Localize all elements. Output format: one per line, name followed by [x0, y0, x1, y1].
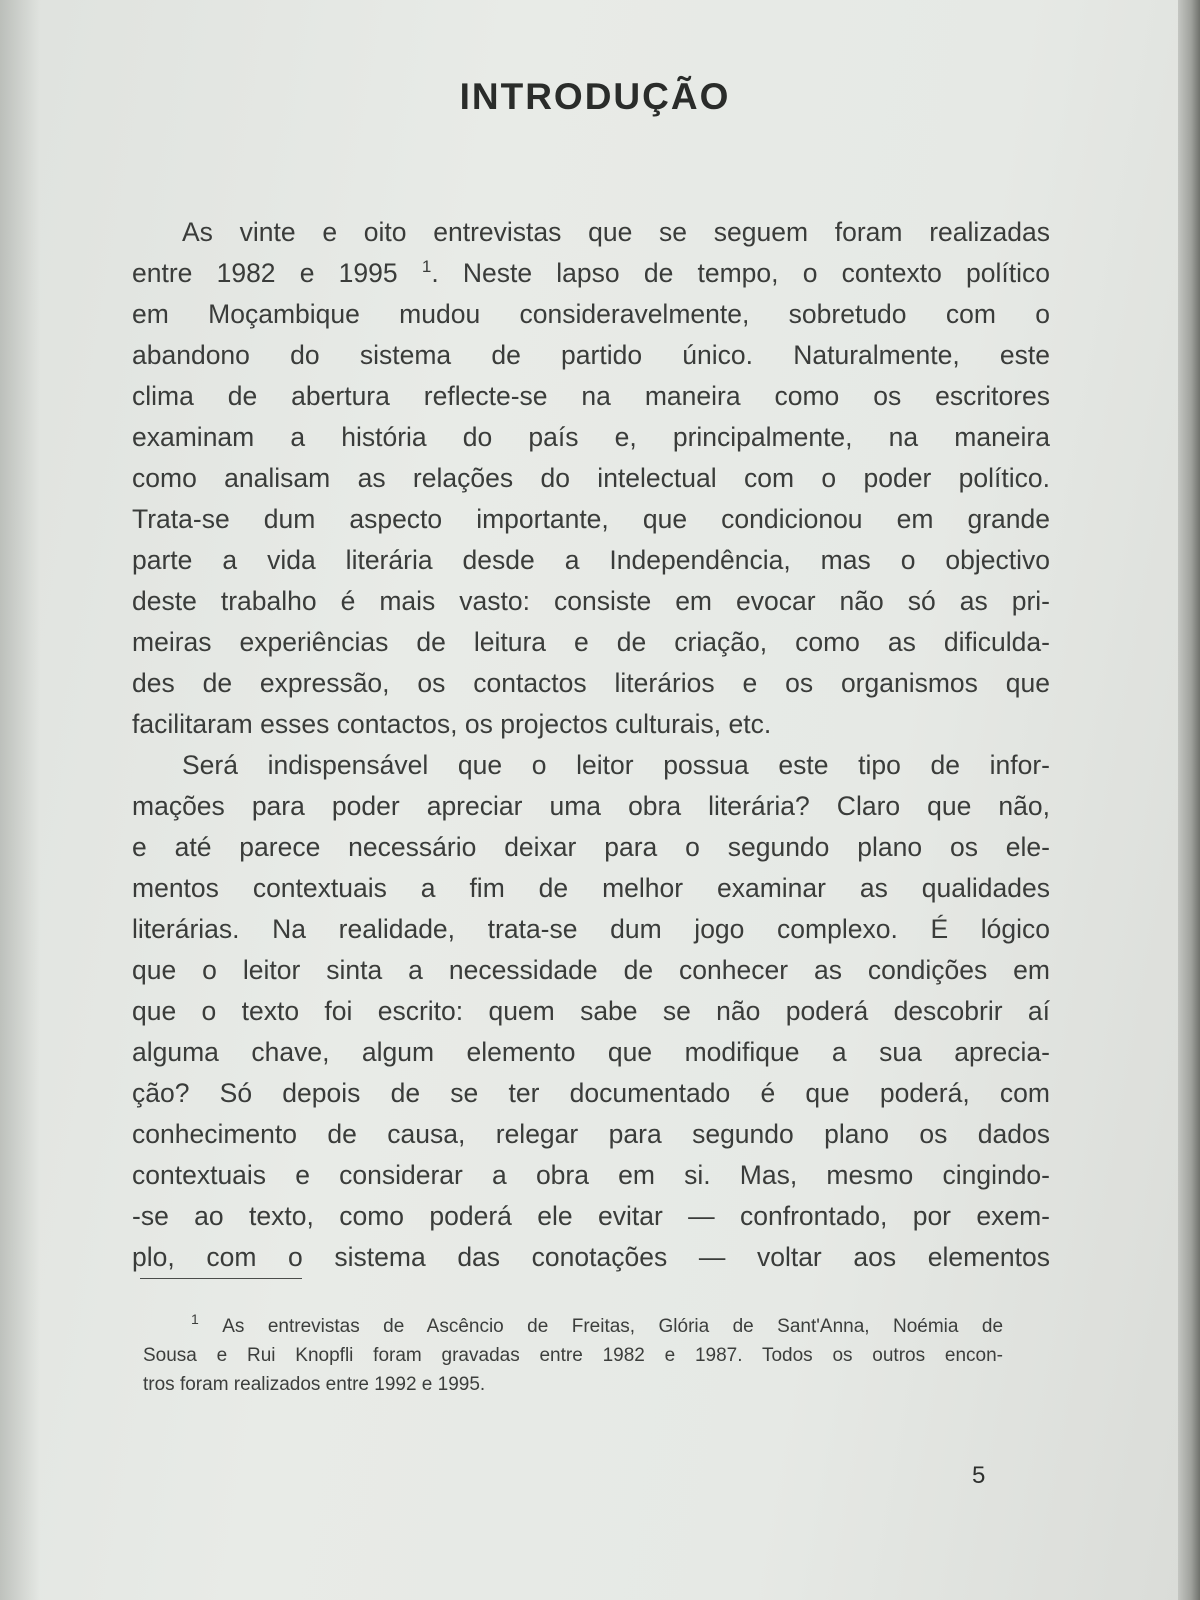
- text-line: contextuais e considerar a obra em si. Mas, mesmo cingindo-: [132, 1160, 1050, 1190]
- text-line: examinam a história do país e, principalmente, na maneira: [132, 422, 1050, 452]
- text-line: em Moçambique mudou consideravelmente, sobretudo com o: [132, 299, 1050, 329]
- text-line: deste trabalho é mais vasto: consiste em evocar não só as pri-: [132, 586, 1050, 616]
- text-segment: entre 1982 e 1995: [132, 258, 398, 288]
- footnote-line: [143, 1312, 1003, 1341]
- body-text: [132, 212, 1050, 1278]
- text-line: clima de abertura reflecte-se na maneira como os escritores: [132, 381, 1050, 411]
- text-line: que o leitor sinta a necessidade de conhecer as condições em: [132, 955, 1050, 985]
- text-line: ção? Só depois de se ter documentado é que poderá, com: [132, 1078, 1050, 1108]
- page-number: 5: [972, 1462, 986, 1489]
- text-line: [132, 253, 1050, 294]
- text-line: parte a vida literária desde a Independência, mas o objectivo: [132, 545, 1050, 575]
- footnote-line: tros foram realizados entre 1992 e 1995.: [143, 1374, 486, 1395]
- text-line: alguma chave, algum elemento que modifique a sua aprecia-: [132, 1037, 1050, 1067]
- text-line: e até parece necessário deixar para o segundo plano os ele-: [132, 832, 1050, 862]
- page-shadow: [0, 0, 40, 1600]
- page-title: INTRODUÇÃO: [459, 76, 731, 117]
- text-line: mações para poder apreciar uma obra literária? Claro que não,: [132, 791, 1050, 821]
- text-line: As vinte e oito entrevistas que se seguem foram realizadas: [182, 217, 1050, 247]
- text-line: como analisam as relações do intelectual com o poder político.: [132, 463, 1050, 493]
- text-line: Será indispensável que o leitor possua este tipo de infor-: [182, 750, 1050, 780]
- text-line: des de expressão, os contactos literários e os organismos que: [132, 668, 1050, 698]
- text-line: mentos contextuais a fim de melhor examinar as qualidades: [132, 873, 1050, 903]
- text-line: -se ao texto, como poderá ele evitar — confrontado, por exem-: [132, 1201, 1050, 1231]
- text-line: literárias. Na realidade, trata-se dum jogo complexo. É lógico: [132, 914, 1050, 944]
- text-line: conhecimento de causa, relegar para segundo plano os dados: [132, 1119, 1050, 1149]
- text-line: plo, com o sistema das conotações — voltar aos elementos: [132, 1242, 1050, 1272]
- text-line: que o texto foi escrito: quem sabe se não poderá descobrir aí: [132, 996, 1050, 1026]
- footnote: [143, 1312, 1003, 1399]
- footnote-text: As entrevistas de Ascêncio de Freitas, Glória de Sant'Anna, Noémia de: [222, 1316, 1004, 1337]
- text-line: meiras experiências de leitura e de criação, como as dificulda-: [132, 627, 1050, 657]
- footnote-divider: [140, 1278, 302, 1279]
- footnote-marker: 1: [191, 1311, 199, 1327]
- footnote-line: Sousa e Rui Knopfli foram gravadas entre 1982 e 1987. Todos os outros encon-: [143, 1345, 1003, 1366]
- footnote-reference: 1: [421, 257, 432, 276]
- text-line: facilitaram esses contactos, os projectos culturais, etc.: [132, 709, 772, 739]
- page-edge: [1178, 0, 1200, 1600]
- text-line: abandono do sistema de partido único. Naturalmente, este: [132, 340, 1050, 370]
- text-segment: . Neste lapso de tempo, o contexto político: [431, 258, 1050, 288]
- text-line: Trata-se dum aspecto importante, que condicionou em grande: [132, 504, 1050, 534]
